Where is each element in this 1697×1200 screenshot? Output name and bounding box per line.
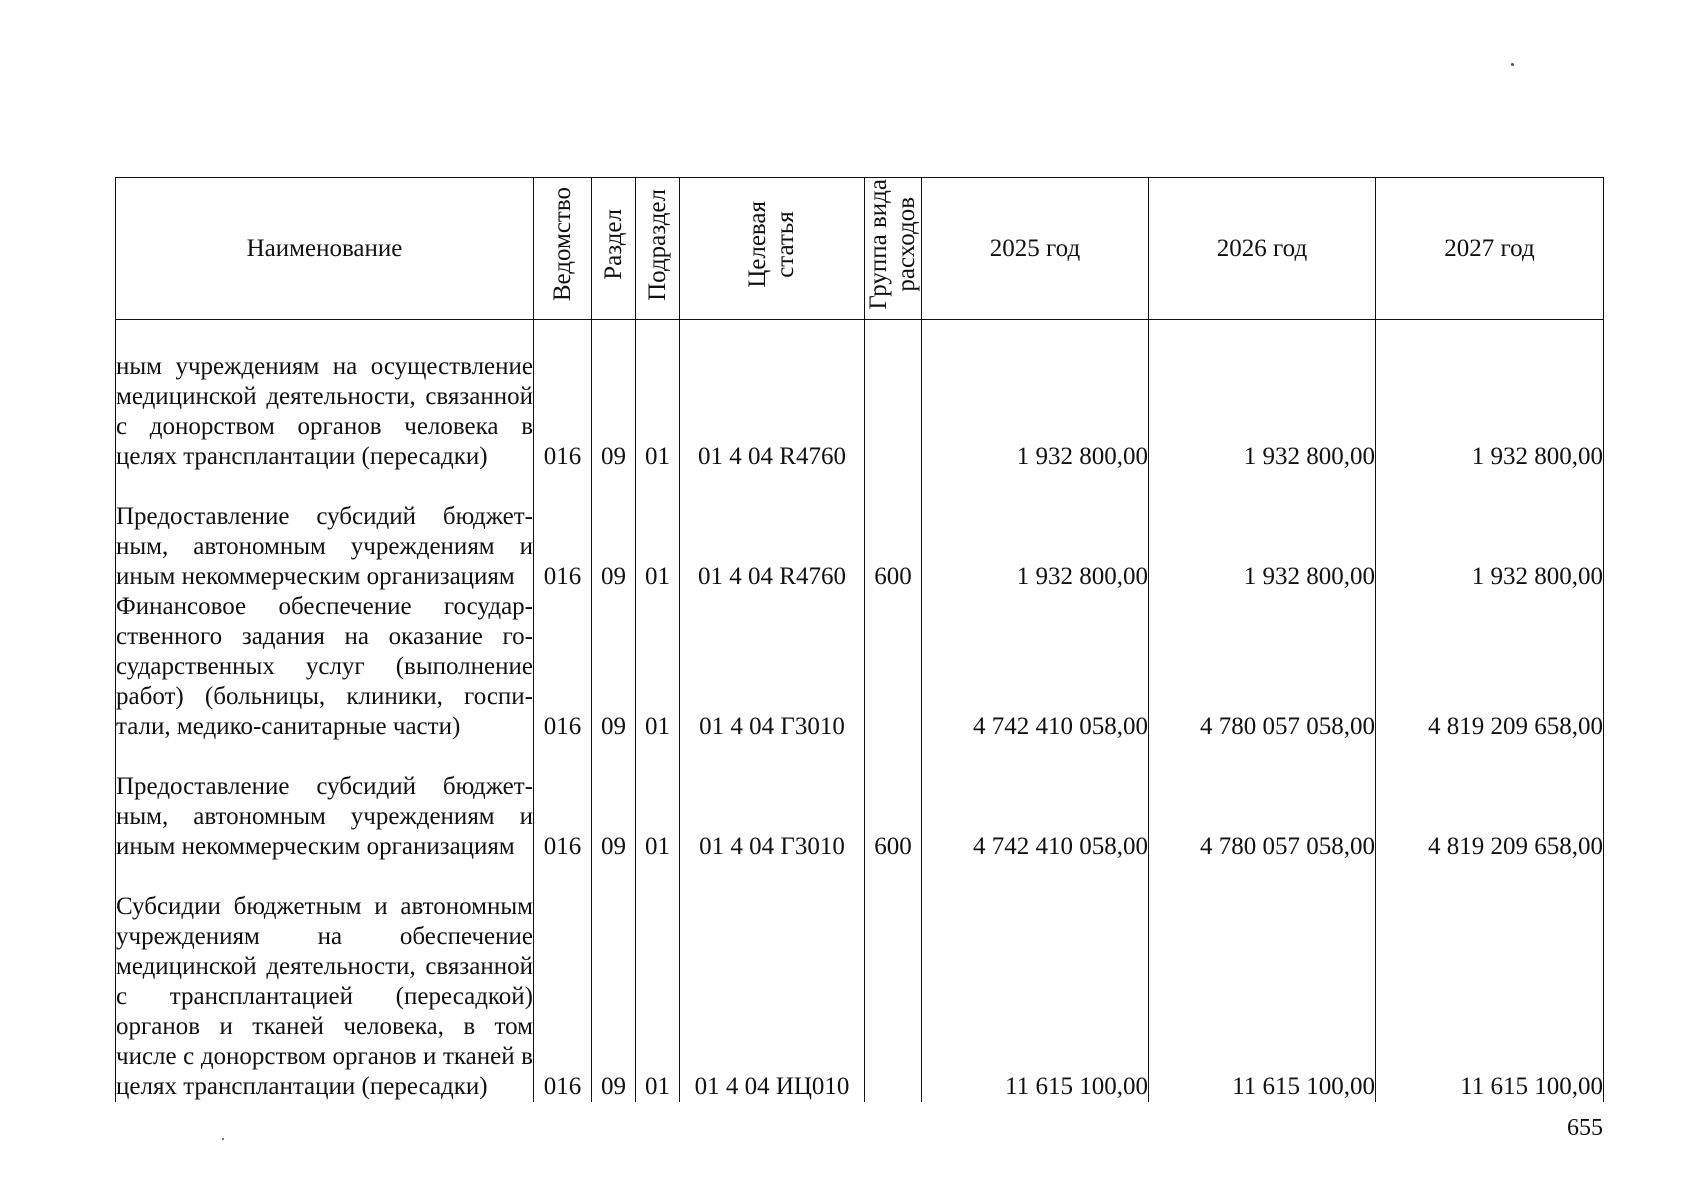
row-name: Финансовое обеспечение государственного задания на оказание государственных услуг (выполнение работ) (больницы, клиники, госпитали, медико-санитарные части)	[116, 593, 533, 740]
row-target-article: 01 4 04 R4760	[680, 320, 865, 473]
row-subsection: 01	[636, 320, 680, 473]
row-department: 016	[534, 472, 592, 592]
row-target-article: 01 4 04 R4760	[680, 472, 865, 592]
row-subsection: 01	[636, 592, 680, 742]
table-row	[116, 742, 1604, 862]
header-department: Ведомство	[534, 178, 592, 320]
header-year-2026: 2026 год	[1149, 178, 1376, 320]
row-target-article: 01 4 04 Г3010	[680, 742, 865, 862]
row-department: 016	[534, 862, 592, 1102]
row-name: Субсидии бюджетным и автономным учреждениям на обеспечение медицинской деятельности, связанной с трансплантацией (пересадкой) органов и тканей человека, в том числе с донорством органов и тканей в целях трансплантации (пересадки)	[116, 862, 534, 1102]
row-amount-2025: 11 615 100,00	[922, 862, 1149, 1102]
row-target-article: 01 4 04 ИЦ010	[680, 862, 865, 1102]
budget-table	[115, 177, 1604, 1102]
page-number: 655	[1567, 1115, 1603, 1141]
row-amount-2025: 1 932 800,00	[922, 472, 1149, 592]
row-amount-2025: 4 742 410 058,00	[922, 742, 1149, 862]
row-section: 09	[592, 592, 636, 742]
header-name: Наименование	[116, 178, 534, 320]
table-header-row	[116, 178, 1604, 320]
row-section: 09	[592, 320, 636, 473]
scan-speck	[222, 1138, 224, 1140]
header-subsection: Подраздел	[636, 178, 680, 320]
row-amount-2027: 1 932 800,00	[1376, 320, 1604, 473]
row-amount-2026: 1 932 800,00	[1149, 472, 1376, 592]
row-amount-2026: 4 780 057 058,00	[1149, 742, 1376, 862]
row-section: 09	[592, 742, 636, 862]
table-row	[116, 472, 1604, 592]
header-expense-group: Группа вида расходов	[865, 178, 922, 320]
row-amount-2025: 4 742 410 058,00	[922, 592, 1149, 742]
row-amount-2025: 1 932 800,00	[922, 320, 1149, 473]
header-section: Раздел	[592, 178, 636, 320]
row-expense-group: 600	[865, 742, 922, 862]
row-department: 016	[534, 320, 592, 473]
row-name: Предоставление субсидий бюджетным, автономным учреждениям и иным некоммерческим организациям	[116, 472, 534, 592]
row-subsection: 01	[636, 742, 680, 862]
table-row	[116, 320, 1604, 473]
scan-speck	[1511, 63, 1514, 66]
row-target-article: 01 4 04 Г3010	[680, 592, 865, 742]
row-expense-group	[865, 862, 922, 1102]
row-expense-group	[865, 592, 922, 742]
row-expense-group	[865, 320, 922, 473]
row-amount-2026: 11 615 100,00	[1149, 862, 1376, 1102]
row-amount-2026: 4 780 057 058,00	[1149, 592, 1376, 742]
row-subsection: 01	[636, 862, 680, 1102]
header-year-2025: 2025 год	[922, 178, 1149, 320]
row-amount-2027: 11 615 100,00	[1376, 862, 1604, 1102]
table-row	[116, 862, 1604, 1102]
row-expense-group: 600	[865, 472, 922, 592]
table-row	[116, 592, 1604, 742]
header-year-2027: 2027 год	[1376, 178, 1604, 320]
header-target-article: Целевая статья	[680, 178, 865, 320]
row-amount-2026: 1 932 800,00	[1149, 320, 1376, 473]
row-section: 09	[592, 862, 636, 1102]
row-amount-2027: 1 932 800,00	[1376, 472, 1604, 592]
row-name: Предоставление субсидий бюджетным, автономным учреждениям и иным некоммерческим организациям	[116, 742, 534, 862]
row-section: 09	[592, 472, 636, 592]
row-amount-2027: 4 819 209 658,00	[1376, 592, 1604, 742]
row-amount-2027: 4 819 209 658,00	[1376, 742, 1604, 862]
row-subsection: 01	[636, 472, 680, 592]
row-department: 016	[534, 592, 592, 742]
row-department: 016	[534, 742, 592, 862]
row-name: ным учреждениям на осуществление медицинской деятельности, связанной с донорством органов человека в целях трансплантации (пересадки)	[116, 320, 534, 473]
